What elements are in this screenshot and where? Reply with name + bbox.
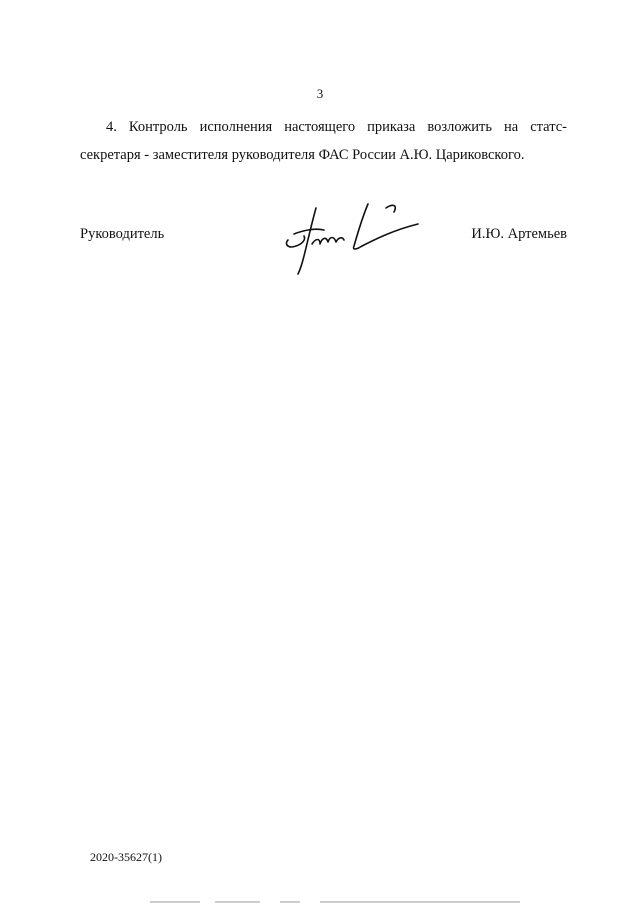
paragraph-line-1: 4. Контроль исполнения настоящего приказа возложить на статс- <box>106 119 567 135</box>
signer-title: Руководитель <box>80 226 165 242</box>
scan-edge-artifact <box>0 899 640 905</box>
document-registration-number: 2020-35627(1) <box>90 850 162 864</box>
paragraph-line-2: секретаря - заместителя руководителя ФАС России А.Ю. Цариковского. <box>80 147 525 163</box>
paragraph-item-4 <box>80 113 567 169</box>
handwritten-signature <box>282 200 422 280</box>
page-number: 3 <box>316 86 324 101</box>
signer-name: И.Ю. Артемьев <box>471 226 567 242</box>
